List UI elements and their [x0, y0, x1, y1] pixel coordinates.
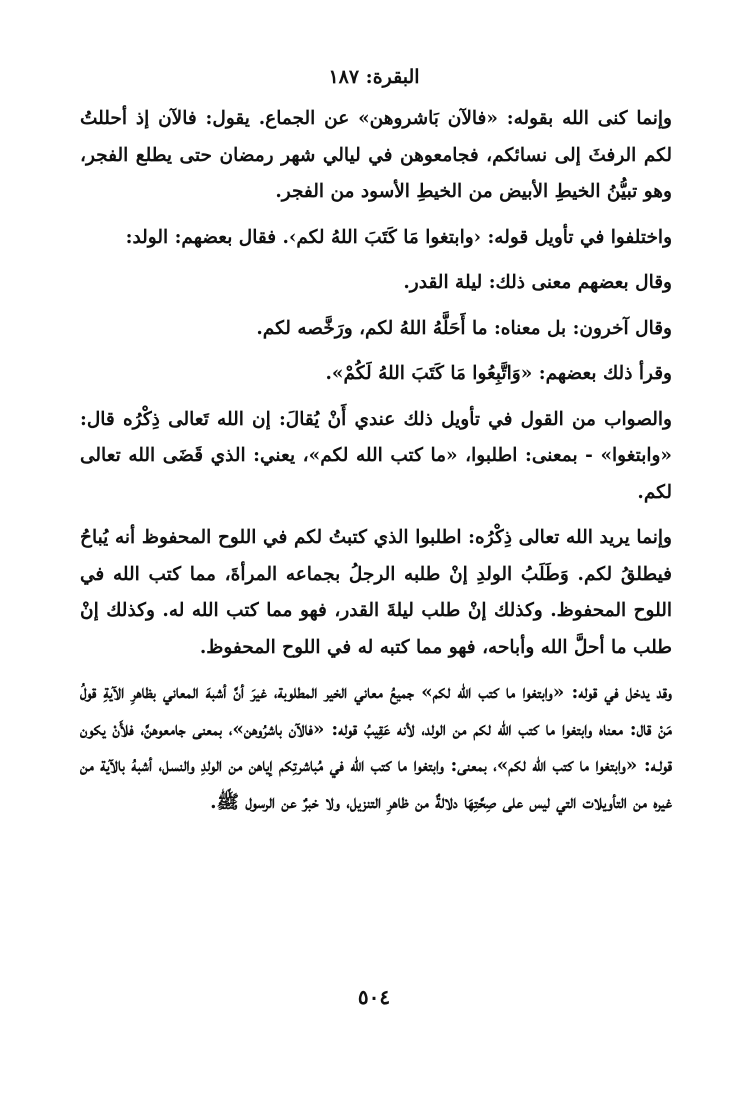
paragraph-2: واختلفوا في تأويل قوله: ‹وابتغوا مَا كَتَبَ اللهُ لكم›. فقال بعضهم: الولد: — [125, 226, 672, 248]
main-text — [80, 101, 672, 830]
paragraph-8: وقد يدخل في قوله: «وابتغوا ما كتب الله لكم» جميعُ معاني الخير المطلوبة، غيرَ أنَّ أشبهَ المعاني بظاهرِ الآيةِ قولُ مَنْ قال: معناه وابتغوا ما كتب الله لكم من الولد، لأنه عَقِيبُ قوله: «فالآن باشرُوهن»، بمعنى جامعوهنَّ، فلأَنْ يكون قولـه: «وابتغوا ما كتب الله لكم»، بمعنى: وابتغوا ما كتب الله في مُباشرتِكم إياهن من الولدِ والنسل، أشبهُ بالآية من غيره من التأويلات التي ليس على صِحَّتِهَا دلالةٌ من ظاهرِ التنزيل، ولا خبرٌ عن الرسول ﷺ. — [80, 682, 672, 813]
page-number: ٥٠٤ — [357, 985, 391, 1009]
paragraph-7: وإنما يريد الله تعالى ذِكْرُه: اطلبوا الذي كتبتُ لكم في اللوح المحفوظ أنه يُباحُ فيطلقُ لكم. وَطَلَبُ الولدِ إنْ طلبه الرجلُ بجماعه المرأةَ، مما كتب الله في اللوح المحفوظ. وكذلك إنْ طلب ليلةَ القدر، فهو مما كتب الله له. وكذلك إنْ طلب ما أحلَّ الله وأباحه، فهو مما كتبه له في اللوح المحفوظ. — [80, 527, 672, 658]
paragraph-5: وقرأ ذلك بعضهم: «وَاتَّبِعُوا مَا كَتَبَ اللهُ لَكُمْ». — [325, 363, 672, 384]
page-header: البقرة: ١٨٧ — [328, 66, 420, 88]
paragraph-6: والصواب من القول في تأويل ذلك عندي أَنْ يُقالَ: إن الله تَعالى ذِكْرُه قال: «وابتغوا» - بمعنى: اطلبوا، «ما كتب الله لكم»، يعني: الذي قَضَى الله تعالى لكم. — [80, 408, 672, 503]
paragraph-1: وإنما كنى الله بقوله: «فالآن بَاشروهن» عن الجماع. يقول: فالآن إذ أحللتُ لكم الرفثَ إلى نسائكم، فجامعوهن في ليالي شهر رمضان حتى يطلع الفجر، وهو تبيُّنُ الخيطِ الأبيض من الخيطِ الأسود من الفجر. — [80, 108, 672, 202]
paragraph-4: وقال آخرون: بل معناه: ما أَحَلَّهُ اللهُ لكم، ورَخَّصه لكم. — [256, 317, 672, 339]
paragraph-3: وقال بعضهم معنى ذلك: ليلة القدر. — [403, 272, 672, 293]
